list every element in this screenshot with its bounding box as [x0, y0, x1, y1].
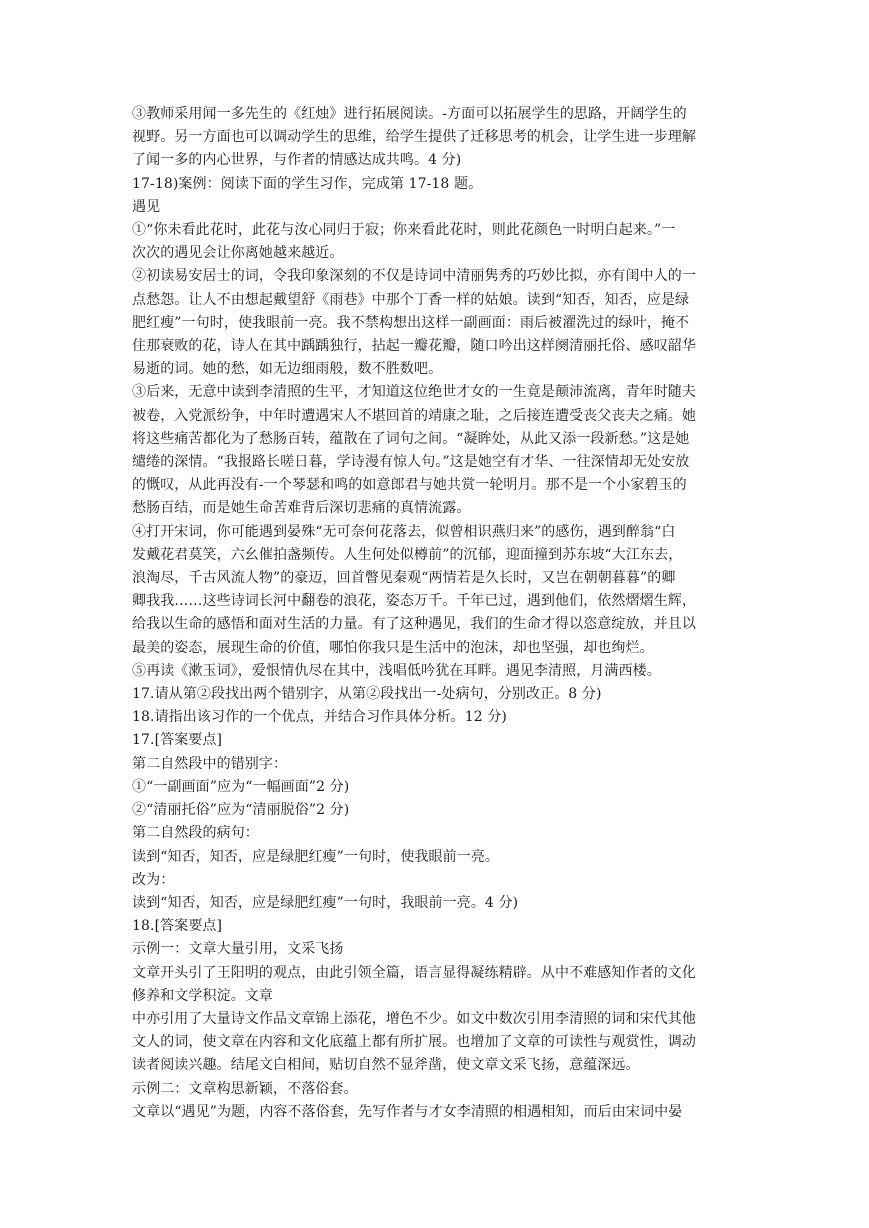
- text-line: 被卷，入党派纷争，中年时遭遇宋人不堪回首的靖康之耻，之后接连遭受丧父丧夫之痛。她: [132, 407, 696, 424]
- example-two-heading: 示例二：文章构思新颖，不落俗套。: [132, 1080, 358, 1097]
- text-line: ⑤再读《漱玉词》，爱恨情仇尽在其中，浅唱低吟犹在耳畔。遇见李清照，月满西楼。: [132, 662, 661, 679]
- text-line: 肥红瘦”一句时，使我眼前一亮。我不禁构想出这样一副画面：雨后被濯洗过的绿叶，掩不: [132, 314, 690, 331]
- text-line: 视野。另一方面也可以调动学生的思维，给学生提供了迁移思考的机会，让学生进一步理解: [132, 129, 696, 146]
- text-line: ③后来，无意中读到李清照的生平，才知道这位绝世才女的一生竟是颠沛流离，青年时随夫: [132, 384, 696, 401]
- text-line: 文章以“遇见”为题，内容不落俗套，先写作者与才女李清照的相遇相知，而后由宋词中晏: [132, 1103, 683, 1120]
- text-line: 第二自然段中的错别字：: [132, 755, 288, 772]
- text-line: 修养和文学积淀。文章: [132, 987, 273, 1004]
- text-line: 文章开头引了王阳明的观点，由此引领全篇，语言显得凝练精辟。从中不难感知作者的文化: [132, 964, 696, 981]
- text-line: 读到“知否，知否，应是绿肥红瘦”一句时，使我眼前一亮。: [132, 848, 500, 865]
- text-line: ①“你未看此花时，此花与汝心同归于寂；你来看此花时，则此花颜色一时明白起来。”一: [132, 222, 676, 239]
- text-line: 文人的词，使文章在内容和文化底蕴上都有所扩展。也增加了文章的可读性与观赏性，调动: [132, 1034, 696, 1051]
- text-line: 改为：: [132, 871, 175, 888]
- text-line: 愁肠百结，而是她生命苦难背后深切悲痛的真情流露。: [132, 500, 471, 517]
- question-17: 17.请从第②段找出两个错别字，从第②段找出一-处病句，分别改正。8 分): [132, 686, 602, 703]
- text-line: 读到“知否，知否，应是绿肥红瘦”一句时，我眼前一亮。4 分): [132, 894, 519, 911]
- essay-title: 遇见: [132, 198, 161, 215]
- text-line: 了闻一多的内心世界，与作者的情感达成共鸣。4 分): [132, 152, 462, 169]
- text-line: 浪淘尽，千古风流人物”的豪迈，回首瞥见秦观“两情若是久长时，又岂在朝朝暮暮”的卿: [132, 570, 676, 587]
- text-line: ①“一副画面”应为“一幅画面”2 分): [132, 778, 350, 795]
- answer-17-header: 17.[答案要点]: [132, 732, 223, 749]
- text-line: 的慨叹，从此再没有-一个琴瑟和鸣的如意郎君与她共赏一轮明月。那不是一个小家碧玉的: [132, 477, 687, 494]
- text-line: 最美的姿态，展现生命的价值，哪怕你我只是生活中的泡沫，却也坚强，却也绚烂。: [132, 639, 654, 656]
- text-line: 缱绻的深情。“我报路长嗟日暮，学诗漫有惊人句。”这是她空有才华、一往深情却无处安放: [132, 454, 690, 471]
- text-line: 点愁怨。让人不由想起戴望舒《雨巷》中那个丁香一样的姑娘。读到“知否，知否，应是绿: [132, 291, 690, 308]
- text-line: 给我以生命的感悟和面对生活的力量。有了这种遇见，我们的生命才得以恣意绽放，并且以: [132, 616, 696, 633]
- document-body: [132, 103, 742, 1124]
- text-line: 发戴花君莫笑，六幺催拍盏频传。人生何处似樽前”的沉郁，迎面撞到苏东坡“大江东去，: [132, 546, 683, 563]
- text-line: 卿我我……这些诗词长河中翻卷的浪花，姿态万千。千年已过，遇到他们，依然熠熠生辉，: [132, 593, 696, 610]
- answer-18-header: 18.[答案要点]: [132, 918, 223, 935]
- example-one-heading: 示例一：文章大量引用，文采飞扬: [132, 941, 344, 958]
- text-line: ②初读易安居士的词，令我印象深刻的不仅是诗词中清丽隽秀的巧妙比拟，亦有闺中人的一: [132, 268, 696, 285]
- text-line: 读者阅读兴趣。结尾文白相间，贴切自然不显斧凿，使文章文采飞扬，意蕴深远。: [132, 1057, 640, 1074]
- text-line: 次次的遇见会让你离她越来越近。: [132, 245, 344, 262]
- text-line: ④打开宋词，你可能遇到晏殊“无可奈何花落去，似曾相识燕归来”的感伤，遇到醉翁“白: [132, 523, 676, 540]
- text-line: ③教师采用闻一多先生的《红烛》进行拓展阅读。-方面可以拓展学生的思路，开阔学生的: [132, 106, 687, 122]
- text-line: 易逝的词。她的愁，如无边细雨般，数不胜数吧。: [132, 361, 443, 378]
- text-line: 住那衰败的花，诗人在其中踽踽独行，拈起一瓣花瓣，随口吟出这样阕清丽托俗、感叹韶华: [132, 338, 696, 355]
- text-line: ②“清丽托俗”应为“清丽脱俗”2 分): [132, 802, 350, 819]
- question-18: 18.请指出该习作的一个优点，并结合习作具体分析。12 分): [132, 709, 507, 726]
- text-line: 中亦引用了大量诗文作品文章锦上添花，增色不少。如文中数次引用李清照的词和宋代其他: [132, 1010, 696, 1027]
- text-line: 第二自然段的病句：: [132, 825, 259, 842]
- text-line: 将这些痛苦都化为了愁肠百转，蕴散在了词句之间。“凝眸处，从此又添一段新愁。”这是她: [132, 430, 690, 447]
- question-header: 17-18)案例：阅读下面的学生习作，完成第 17-18 题。: [132, 175, 483, 192]
